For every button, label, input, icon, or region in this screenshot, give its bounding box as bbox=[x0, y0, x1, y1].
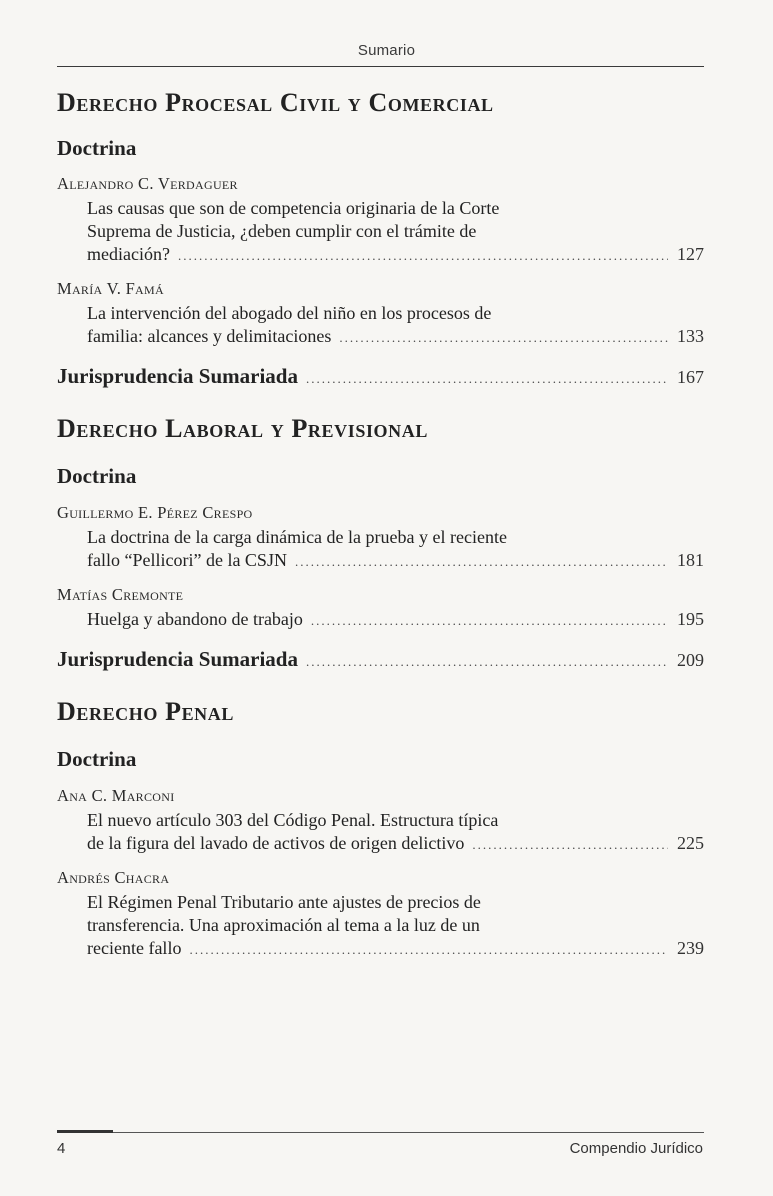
running-head: Sumario bbox=[357, 42, 416, 59]
section-procesal-civil bbox=[57, 86, 704, 389]
bottom-rule bbox=[57, 1132, 704, 1133]
entry-author: Alejandro C. Verdaguer bbox=[57, 174, 238, 193]
toc-entry-link[interactable] bbox=[57, 608, 704, 632]
entry-author: Andrés Chacra bbox=[57, 868, 170, 887]
entry-title-line: mediación? bbox=[87, 244, 170, 264]
page-number: 209 bbox=[677, 650, 704, 670]
top-rule bbox=[57, 66, 704, 67]
toc-entry-link[interactable] bbox=[57, 302, 704, 349]
dot-leader bbox=[306, 371, 668, 387]
page-folio: 4 bbox=[57, 1140, 66, 1157]
bottom-rule-accent bbox=[57, 1130, 113, 1133]
section-title: Derecho Procesal Civil y Comercial bbox=[57, 88, 494, 117]
toc-entry bbox=[57, 584, 704, 632]
entry-author: Guillermo E. Pérez Crespo bbox=[57, 503, 253, 522]
page-number: 167 bbox=[677, 367, 704, 387]
jurisprudencia-entry[interactable] bbox=[57, 647, 704, 672]
dot-leader bbox=[295, 550, 668, 573]
toc-entry-link[interactable] bbox=[57, 891, 704, 961]
dot-leader bbox=[339, 326, 668, 349]
publication-title: Compendio Jurídico bbox=[569, 1140, 703, 1157]
table-of-contents bbox=[57, 86, 704, 961]
toc-entry bbox=[57, 173, 704, 267]
toc-entry bbox=[57, 502, 704, 573]
toc-entry-link[interactable] bbox=[57, 809, 704, 856]
doctrina-subhead: Doctrina bbox=[57, 747, 137, 771]
entry-title-line: Suprema de Justicia, ¿deben cumplir con el trámite de bbox=[87, 221, 477, 241]
page-number: 195 bbox=[677, 609, 704, 629]
entry-title-line: El nuevo artículo 303 del Código Penal. Estructura típica bbox=[87, 810, 499, 830]
entry-title-line: El Régimen Penal Tributario ante ajustes de precios de bbox=[87, 892, 481, 912]
entry-title-line: La doctrina de la carga dinámica de la prueba y el reciente bbox=[87, 527, 507, 547]
entry-title-line: transferencia. Una aproximación al tema a la luz de un bbox=[87, 915, 480, 935]
entry-title-line: La intervención del abogado del niño en los procesos de bbox=[87, 303, 492, 323]
entry-title-line: de la figura del lavado de activos de origen delictivo bbox=[87, 833, 465, 853]
dot-leader bbox=[178, 244, 668, 267]
entry-title-line: Las causas que son de competencia originaria de la Corte bbox=[87, 198, 500, 218]
page-number: 133 bbox=[677, 326, 704, 346]
page-number: 225 bbox=[677, 833, 704, 853]
toc-entry bbox=[57, 785, 704, 856]
doctrina-subhead: Doctrina bbox=[57, 464, 137, 488]
dot-leader bbox=[306, 654, 668, 670]
dot-leader bbox=[311, 609, 668, 632]
entry-title-line: reciente fallo bbox=[87, 938, 182, 958]
page-number: 127 bbox=[677, 244, 704, 264]
jurisprudencia-entry[interactable] bbox=[57, 364, 704, 389]
section-title: Derecho Penal bbox=[57, 697, 234, 726]
toc-entry-link[interactable] bbox=[57, 197, 704, 267]
page-number: 181 bbox=[677, 550, 704, 570]
dot-leader bbox=[472, 833, 668, 856]
dot-leader bbox=[189, 938, 668, 961]
entry-title-line: Huelga y abandono de trabajo bbox=[87, 609, 303, 629]
entry-author: María V. Famá bbox=[57, 279, 164, 298]
toc-entry bbox=[57, 278, 704, 349]
jurisprudencia-label: Jurisprudencia Sumariada bbox=[57, 364, 298, 388]
toc-entry-link[interactable] bbox=[57, 526, 704, 573]
entry-author: Matías Cremonte bbox=[57, 585, 184, 604]
entry-author: Ana C. Marconi bbox=[57, 786, 175, 805]
page-number: 239 bbox=[677, 938, 704, 958]
toc-entry bbox=[57, 867, 704, 961]
section-laboral-previsional bbox=[57, 412, 704, 672]
section-penal bbox=[57, 695, 704, 961]
jurisprudencia-label: Jurisprudencia Sumariada bbox=[57, 647, 298, 671]
entry-title-line: familia: alcances y delimitaciones bbox=[87, 326, 332, 346]
entry-title-line: fallo “Pellicori” de la CSJN bbox=[87, 550, 287, 570]
section-title: Derecho Laboral y Previsional bbox=[57, 414, 428, 443]
doctrina-subhead: Doctrina bbox=[57, 136, 137, 160]
